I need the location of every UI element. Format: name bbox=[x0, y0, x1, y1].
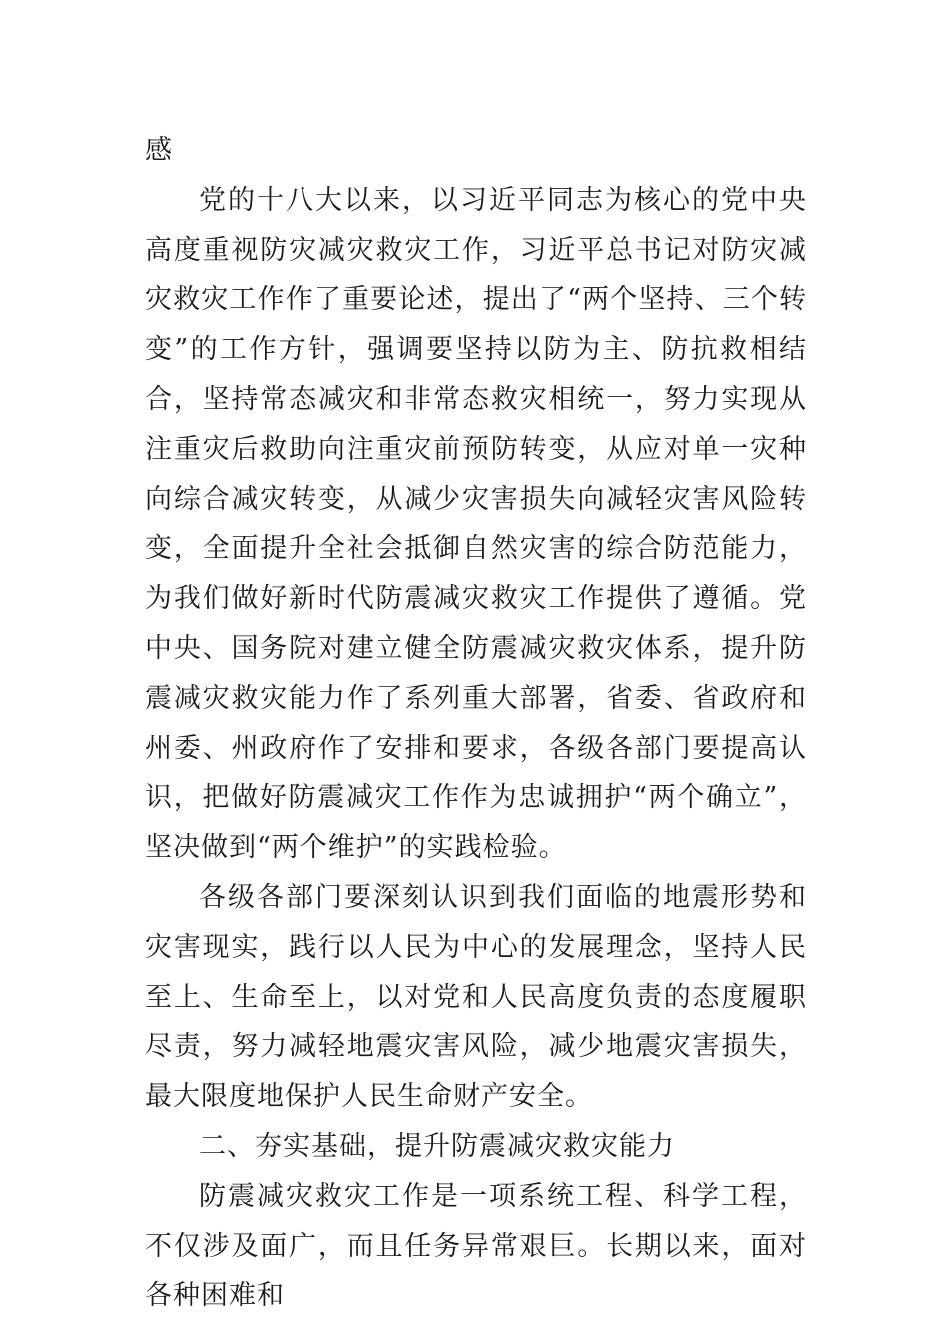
paragraph: 防震减灾救灾工作是一项系统工程、科学工程，不仅涉及面广，而且任务异常艰巨。长期以来，面对各种困难和 bbox=[145, 1180, 807, 1312]
paragraph-continuation: 感 bbox=[145, 135, 173, 166]
paragraph: 各级各部门要深刻认识到我们面临的地震形势和灾害现实，践行以人民为中心的发展理念，坚持人民至上、生命至上，以对党和人民高度负责的态度履职尽责，努力减轻地震灾害风险，减少地震灾害损失，最大限度地保护人民生命财产安全。 bbox=[145, 881, 807, 1113]
document-body bbox=[145, 126, 807, 1321]
section-heading: 二、夯实基础，提升防震减灾救灾能力 bbox=[199, 1130, 675, 1162]
paragraph: 党的十八大以来，以习近平同志为核心的党中央高度重视防灾减灾救灾工作，习近平总书记对防灾减灾救灾工作作了重要论述，提出了“两个坚持、三个转变”的工作方针，强调要坚持以防为主、防抗救相结合，坚持常态减灾和非常态救灾相统一，努力实现从注重灾后救助向注重灾前预防转变，从应对单一灾种向综合减灾转变，从减少灾害损失向减轻灾害风险转变，全面提升全社会抵御自然灾害的综合防范能力，为我们做好新时代防震减灾救灾工作提供了遵循。党中央、国务院对建立健全防震减灾救灾体系，提升防震减灾救灾能力作了系列重大部署，省委、省政府和州委、州政府作了安排和要求，各级各部门要提高认识，把做好防震减灾工作作为忠诚拥护“两个确立”，坚决做到“两个维护”的实践检验。 bbox=[145, 184, 807, 864]
